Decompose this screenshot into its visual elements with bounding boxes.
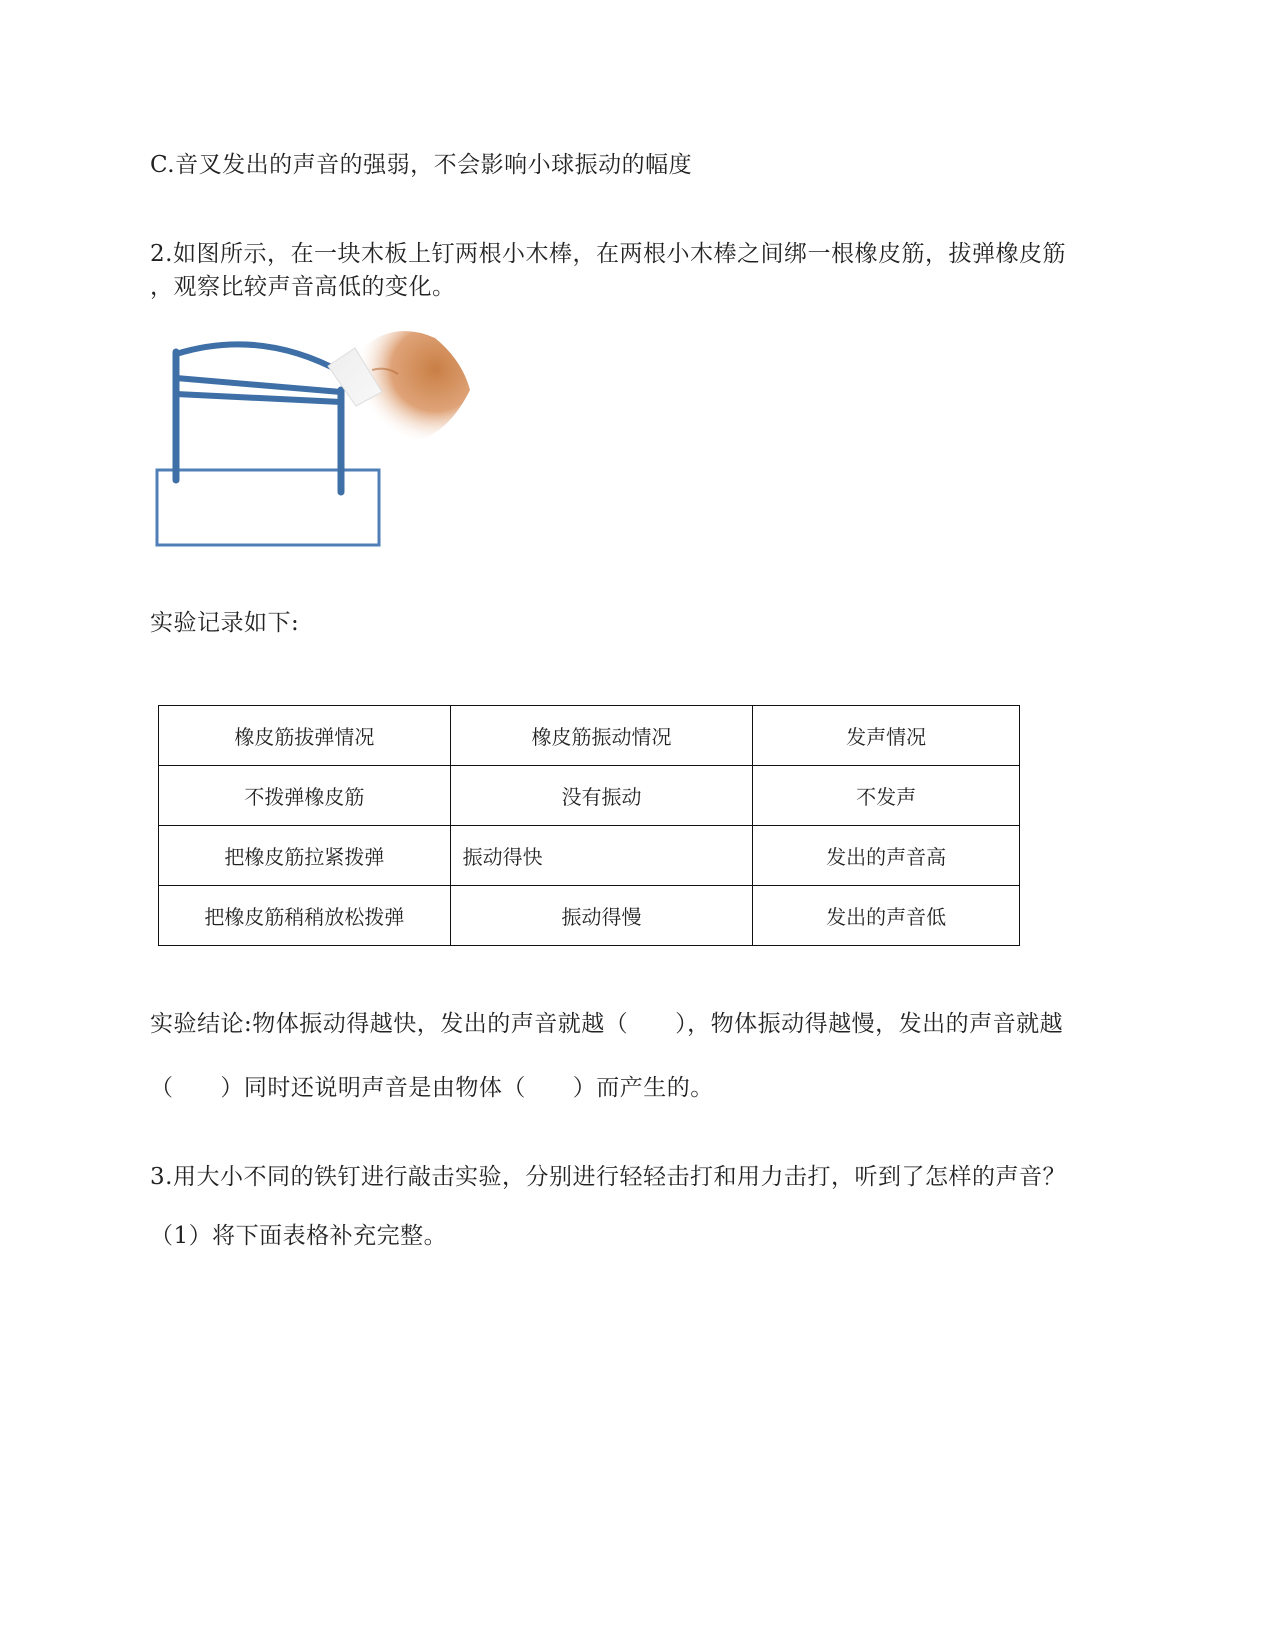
- table-header-cell: 橡皮筋拔弹情况: [159, 706, 451, 766]
- table-cell: 振动得慢: [450, 886, 753, 946]
- table-cell: 不拨弹橡皮筋: [159, 766, 451, 826]
- table-header-cell: 橡皮筋振动情况: [450, 706, 753, 766]
- question-3-text: 3.用大小不同的铁钉进行敲击实验，分别进行轻轻击打和用力击打，听到了怎样的声音？: [150, 1164, 1066, 1190]
- table-header-cell: 发声情况: [753, 706, 1020, 766]
- conclusion-text: [150, 1009, 1063, 1039]
- answer-blank[interactable]: [174, 1073, 221, 1103]
- table-cell: 没有振动: [450, 766, 753, 826]
- table-cell: 不发声: [753, 766, 1020, 826]
- option-c-text: C.音叉发出的声音的强弱，不会影响小球振动的幅度: [150, 152, 693, 178]
- question-2-text: 2.如图所示，在一块木板上钉两根小木棒，在两根小木棒之间绑一根橡皮筋，拔弹橡皮筋: [150, 241, 1066, 267]
- conclusion-part: ），物体振动得越慢，发出的声音就越: [675, 1011, 1064, 1037]
- conclusion-part: 实验结论:物体振动得越快，发出的声音就越（: [150, 1011, 629, 1037]
- table-row: [159, 826, 1020, 886]
- experiment-record-table: [158, 705, 1020, 946]
- table-header-row: [159, 706, 1020, 766]
- table-cell: 把橡皮筋稍稍放松拨弹: [159, 886, 451, 946]
- wooden-board: [157, 470, 379, 545]
- conclusion-part: （: [150, 1075, 174, 1101]
- table-cell: 振动得快: [450, 826, 753, 886]
- answer-blank[interactable]: [526, 1073, 573, 1103]
- table-row: [159, 766, 1020, 826]
- rubber-band-lower: [176, 394, 341, 402]
- record-label: 实验记录如下:: [150, 610, 300, 636]
- rubber-band-experiment-figure: [150, 330, 500, 550]
- question-3-subquestion: （1）将下面表格补充完整。: [150, 1223, 448, 1249]
- conclusion-text-continued: [150, 1073, 714, 1103]
- table-cell: 把橡皮筋拉紧拨弹: [159, 826, 451, 886]
- table-cell: 发出的声音高: [753, 826, 1020, 886]
- conclusion-part: ）同时还说明声音是由物体（: [220, 1075, 526, 1101]
- conclusion-part: ）而产生的。: [572, 1075, 714, 1101]
- answer-blank[interactable]: [628, 1009, 675, 1039]
- table-row: [159, 886, 1020, 946]
- rubber-band-plucked: [176, 344, 341, 372]
- table-cell: 发出的声音低: [753, 886, 1020, 946]
- rubber-band-middle: [176, 378, 341, 392]
- hand-plucking-icon: [328, 331, 470, 440]
- question-2-text-continued: ，观察比较声音高低的变化。: [150, 274, 456, 300]
